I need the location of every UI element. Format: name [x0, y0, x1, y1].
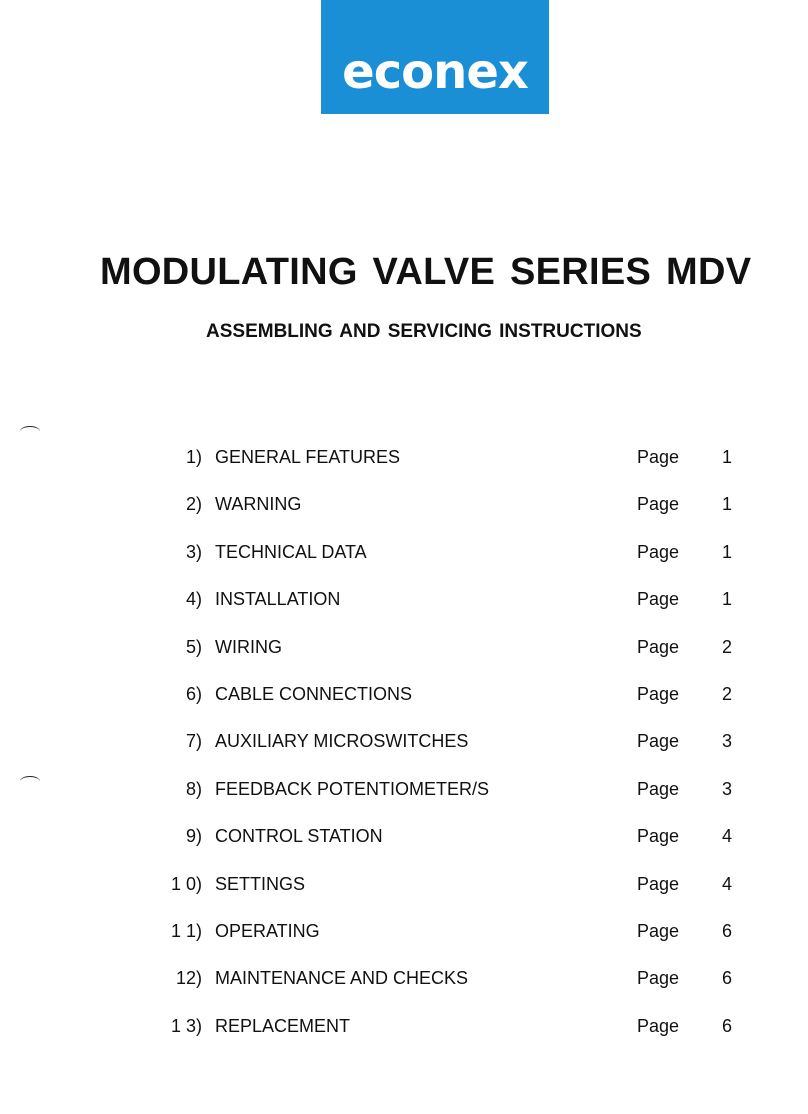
- toc-row: [0, 824, 808, 871]
- toc-page-label: Page: [637, 920, 680, 941]
- toc-title: INSTALLATION: [215, 589, 341, 610]
- toc-title: GENERAL FEATURES: [215, 447, 401, 467]
- toc-number: 7): [185, 731, 202, 752]
- econex-logo: [321, 0, 549, 114]
- toc-page-label: Page: [637, 636, 680, 657]
- toc-page-number: 6: [721, 1015, 732, 1036]
- toc-number: 6): [185, 683, 202, 704]
- toc-number: 1 1): [170, 920, 202, 941]
- document-title: MODULATING VALVE SERIES MDV: [100, 251, 752, 293]
- toc-title: WARNING: [215, 494, 302, 515]
- toc-page-label: Page: [637, 778, 680, 799]
- toc-title: TECHNICAL DATA: [215, 541, 367, 562]
- toc-row: [0, 492, 808, 539]
- toc-number: 1): [185, 447, 202, 467]
- toc-page-number: 4: [721, 873, 732, 894]
- toc-page-number: 1: [721, 589, 732, 610]
- toc-row: [0, 729, 808, 776]
- toc-title: SETTINGS: [215, 873, 306, 894]
- toc-number: 9): [185, 826, 202, 847]
- toc-page-number: 1: [721, 494, 732, 515]
- toc-page-label: Page: [637, 873, 680, 894]
- toc-page-number: 6: [721, 920, 732, 941]
- toc-page-number: 6: [721, 968, 732, 989]
- toc-number: 1 3): [170, 1015, 202, 1036]
- toc-row: [0, 1014, 808, 1061]
- toc-title: FEEDBACK POTENTIOMETER/S: [215, 778, 490, 799]
- binding-hole-mark: [20, 426, 40, 437]
- toc-title: REPLACEMENT: [215, 1015, 351, 1036]
- toc-number: 2): [185, 494, 202, 515]
- toc-page-number: 2: [721, 636, 732, 657]
- toc-page-label: Page: [637, 1015, 680, 1036]
- toc-row: [0, 777, 808, 824]
- toc-title: AUXILIARY MICROSWITCHES: [215, 731, 469, 752]
- document-subtitle: ASSEMBLING AND SERVICING INSTRUCTIONS: [206, 321, 642, 342]
- toc-page-label: Page: [637, 541, 680, 562]
- logo-text: econex: [342, 44, 528, 100]
- toc-number: 12): [175, 968, 202, 989]
- toc-page-label: Page: [637, 494, 680, 515]
- toc-title: OPERATING: [215, 920, 320, 941]
- toc-page-label: Page: [637, 731, 680, 752]
- toc-row: [0, 635, 808, 682]
- toc-row: [0, 445, 808, 492]
- toc-number: 3): [185, 541, 202, 562]
- toc-row: [0, 587, 808, 634]
- toc-row: [0, 682, 808, 729]
- toc-number: 1 0): [170, 873, 202, 894]
- toc-title: CABLE CONNECTIONS: [215, 683, 413, 704]
- toc-number: 8): [185, 778, 202, 799]
- toc-row: [0, 919, 808, 966]
- toc-page-label: Page: [637, 826, 680, 847]
- toc-page-number: 3: [721, 778, 732, 799]
- toc-title: MAINTENANCE AND CHECKS: [215, 968, 469, 989]
- toc-number: 5): [185, 636, 202, 657]
- toc-page-label: Page: [637, 447, 680, 467]
- toc-page-number: 2: [721, 683, 732, 704]
- toc-page-number: 1: [721, 541, 732, 562]
- toc-row: [0, 966, 808, 1013]
- toc-page-label: Page: [637, 683, 680, 704]
- toc-page-number: 1: [721, 447, 732, 467]
- table-of-contents: [0, 445, 808, 1061]
- toc-number: 4): [185, 589, 202, 610]
- toc-row: [0, 872, 808, 919]
- toc-title: CONTROL STATION: [215, 826, 383, 847]
- toc-row: [0, 540, 808, 587]
- toc-title: WIRING: [215, 636, 282, 657]
- toc-page-number: 4: [721, 826, 732, 847]
- toc-page-number: 3: [721, 731, 732, 752]
- toc-page-label: Page: [637, 968, 680, 989]
- toc-page-label: Page: [637, 589, 680, 610]
